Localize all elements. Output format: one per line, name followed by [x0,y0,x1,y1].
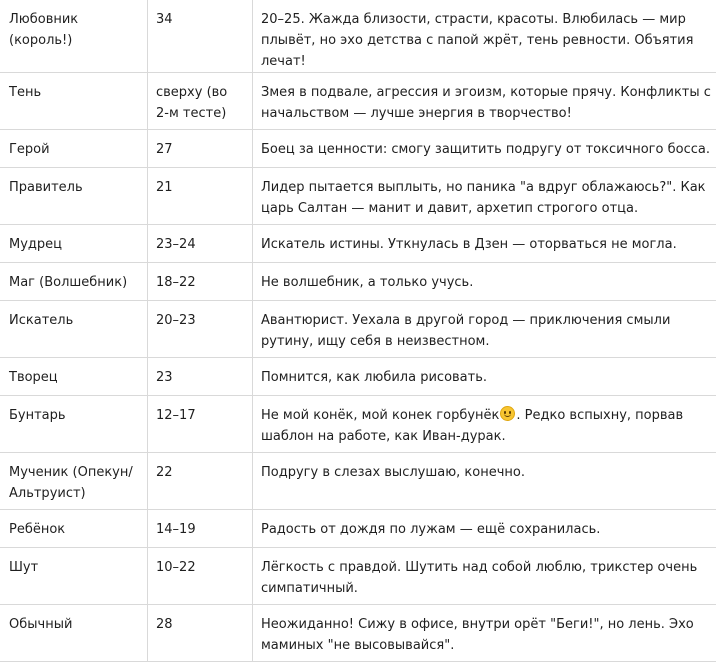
archetype-age: 14–19 [148,510,253,548]
archetype-description: Неожиданно! Сижу в офисе, внутри орёт "Беги!", но лень. Эхо маминых "не высовывайся". [253,605,716,662]
table-row [0,225,716,263]
archetype-age: 12–17 [148,396,253,453]
table-row [0,168,716,225]
archetype-description: Подругу в слезах выслушаю, конечно. [253,453,716,510]
archetype-age: 28 [148,605,253,662]
table-row [0,510,716,548]
archetype-age: 18–22 [148,263,253,301]
archetype-description: Радость от дождя по лужам — ещё сохранилась. [253,510,716,548]
table-row [0,358,716,396]
archetype-age: 34 [148,0,253,73]
table-row [0,453,716,510]
archetype-description: Змея в подвале, агрессия и эгоизм, которые прячу. Конфликты с начальством — лучше энергия в творчество! [253,73,716,130]
archetype-name: Герой [0,130,148,168]
table-row [0,605,716,662]
archetype-description: Боец за ценности: смогу защитить подругу от токсичного босса. [253,130,716,168]
table-row [0,396,716,453]
archetype-name: Бунтарь [0,396,148,453]
description-text-end: . Редко вспыхну, порвав шаблон на работе, как Иван-дурак. [261,408,683,444]
table-row [0,301,716,358]
archetype-name: Любовник (король!) [0,0,148,73]
archetype-description: 20–25. Жажда близости, страсти, красоты. Влюбилась — мир плывёт, но эхо детства с папой жрёт, тень ревности. Объятия лечат! [253,0,716,73]
archetype-age: сверху (во 2-м тесте) [148,73,253,130]
archetype-age: 21 [148,168,253,225]
archetype-name: Ребёнок [0,510,148,548]
archetype-description: Не волшебник, а только учусь. [253,263,716,301]
archetype-description: Авантюрист. Уехала в другой город — приключения смыли рутину, ищу себя в неизвестном. [253,301,716,358]
table-row [0,263,716,301]
table-row [0,0,716,73]
archetype-age: 10–22 [148,548,253,605]
archetype-name: Творец [0,358,148,396]
archetype-age: 27 [148,130,253,168]
archetype-description: Искатель истины. Уткнулась в Дзен — оторваться не могла. [253,225,716,263]
archetype-age: 20–23 [148,301,253,358]
archetype-name: Обычный [0,605,148,662]
archetype-name: Правитель [0,168,148,225]
archetype-age: 22 [148,453,253,510]
archetype-description: Помнится, как любила рисовать. [253,358,716,396]
archetype-age: 23 [148,358,253,396]
archetype-name: Тень [0,73,148,130]
description-text-start: Не мой конёк, мой конек горбунёк [261,408,499,423]
archetype-description: Лидер пытается выплыть, но паника "а вдруг облажаюсь?". Как царь Салтан — манит и давит, архетип строгого отца. [253,168,716,225]
archetype-name: Искатель [0,301,148,358]
smiling-face-icon [500,406,515,421]
archetype-name: Шут [0,548,148,605]
archetype-name: Мученик (Опекун/Альтруист) [0,453,148,510]
table-row [0,130,716,168]
archetype-age: 23–24 [148,225,253,263]
table-row [0,548,716,605]
archetype-name: Мудрец [0,225,148,263]
table-row [0,73,716,130]
archetype-description [253,396,716,453]
archetype-description: Лёгкость с правдой. Шутить над собой люблю, трикстер очень симпатичный. [253,548,716,605]
archetype-name: Маг (Волшебник) [0,263,148,301]
